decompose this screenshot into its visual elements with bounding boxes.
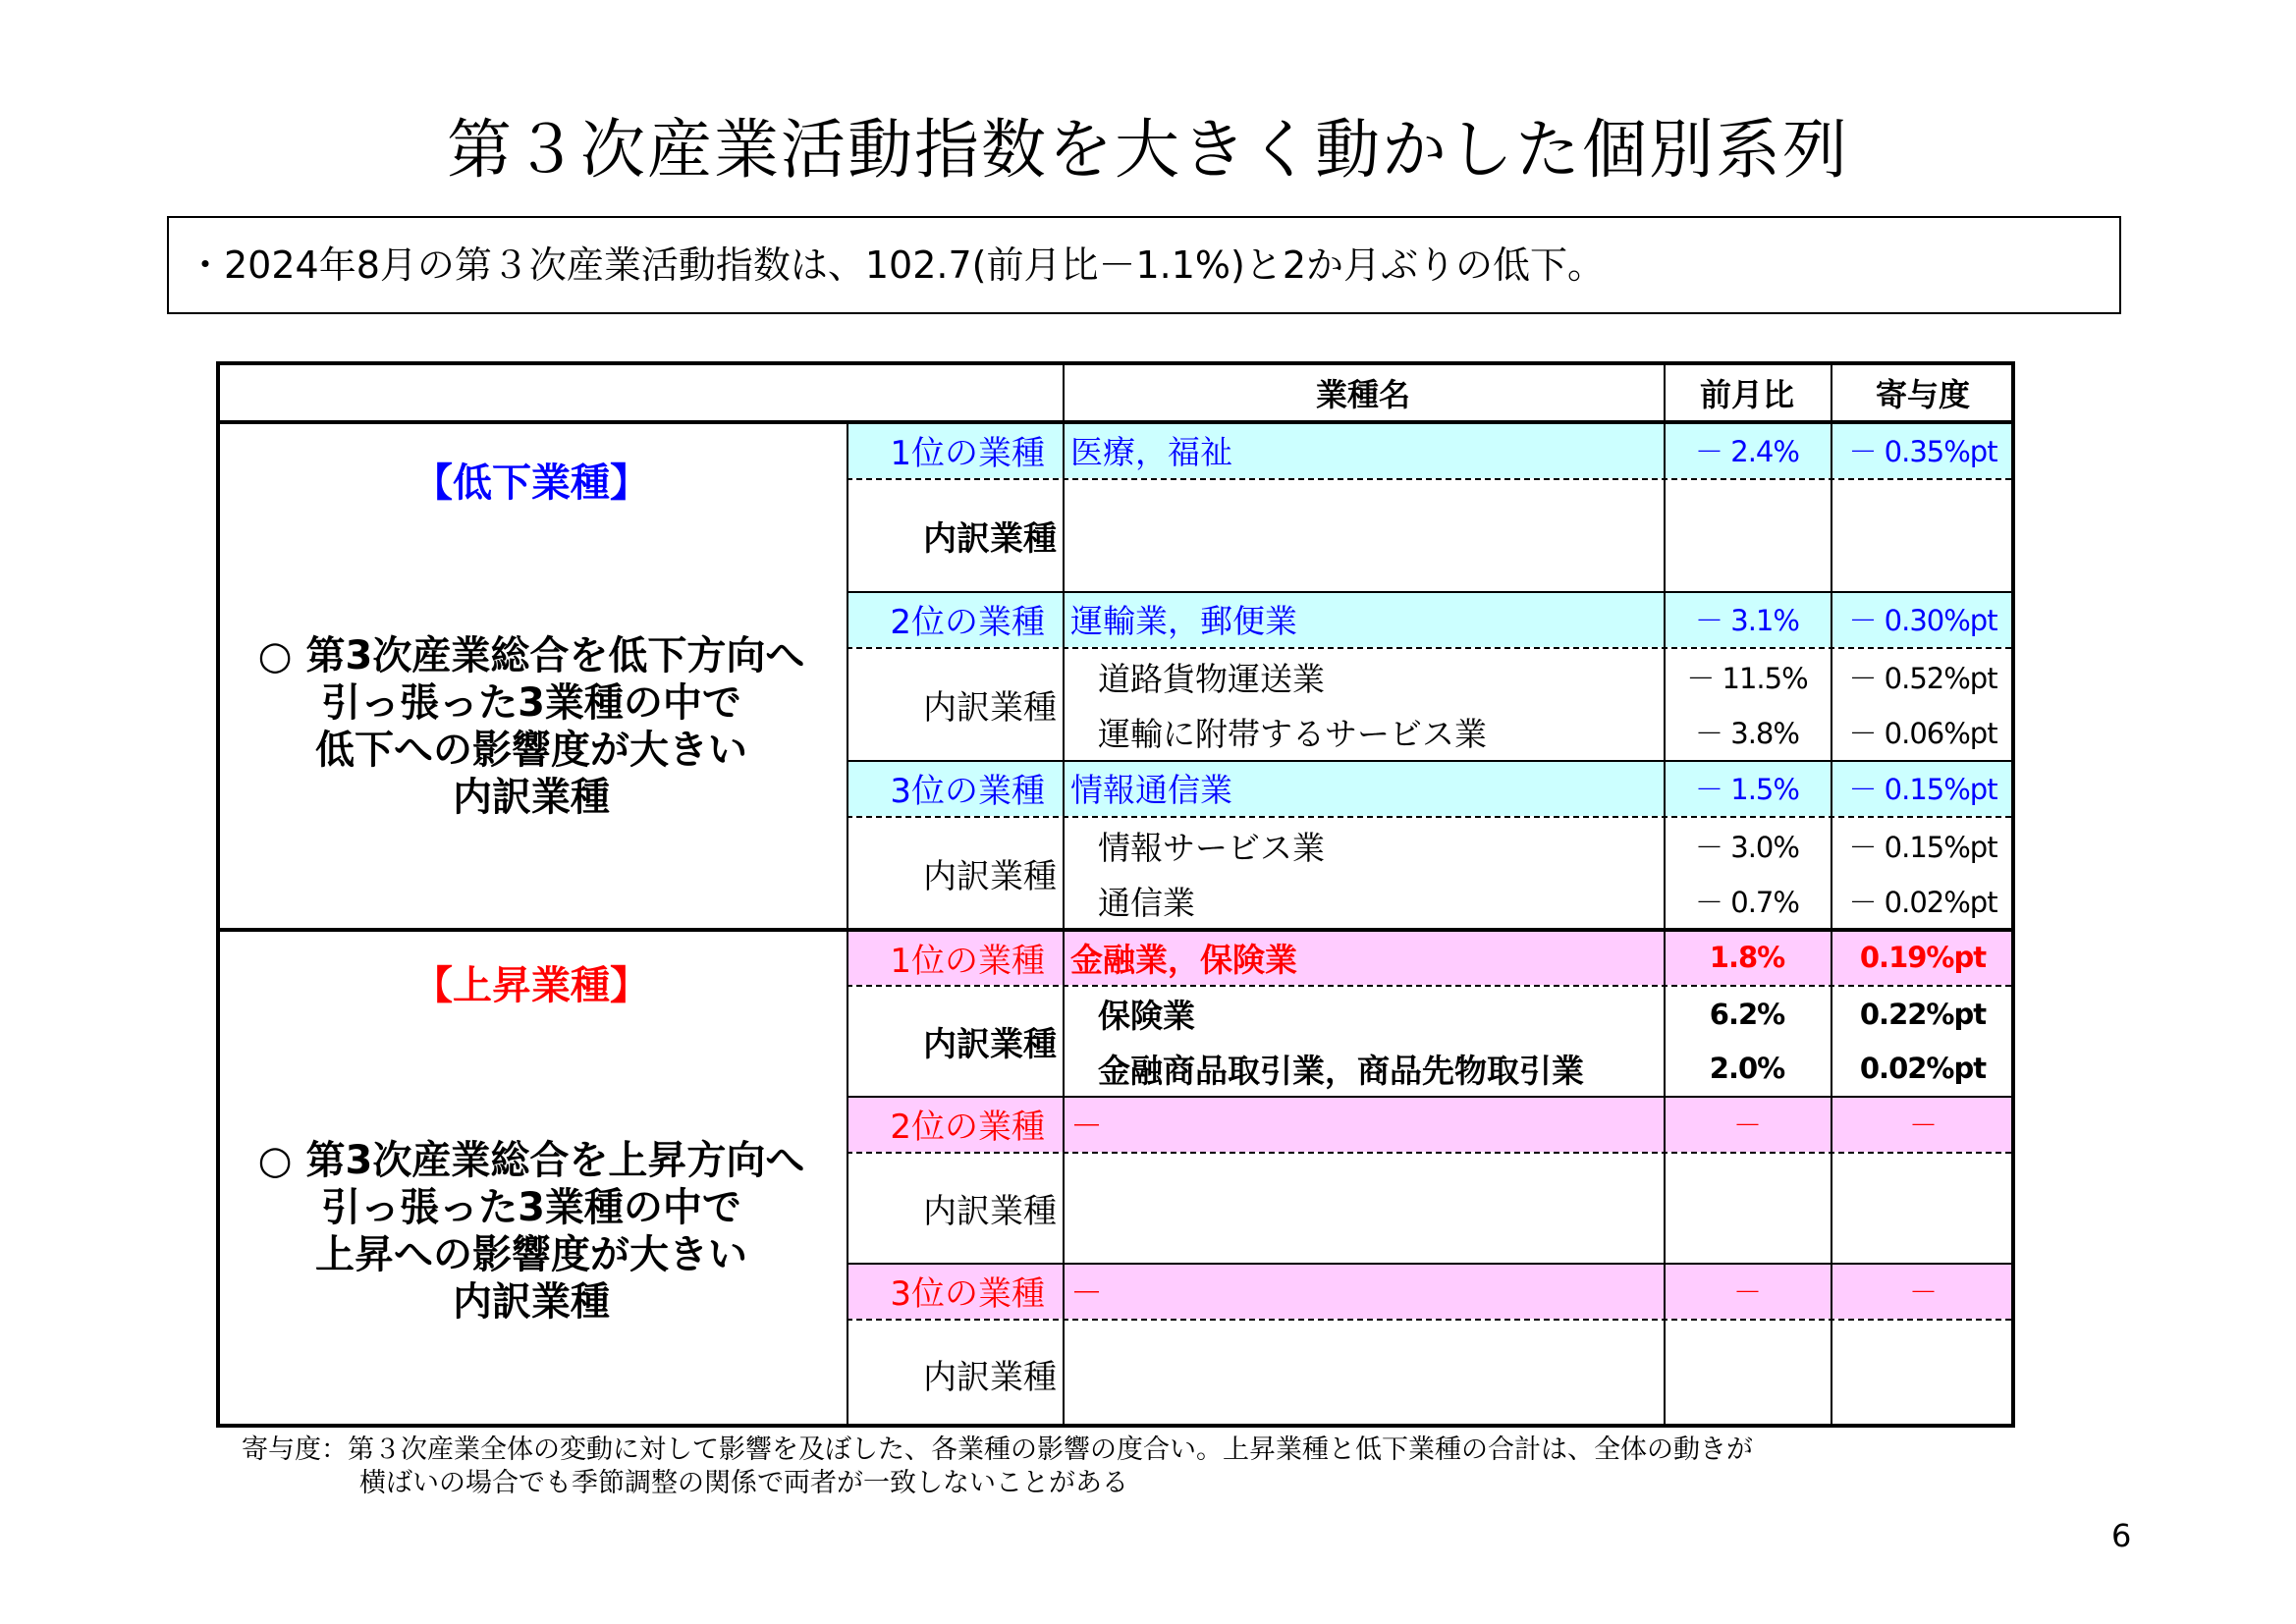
rise-desc-line: 引っ張った3業種の中で — [321, 1185, 741, 1230]
rise-rank1-sub1-name: 保険業 — [1098, 997, 1195, 1035]
header-mom: 前月比 — [1699, 376, 1794, 413]
rise-rank3-sub-label: 内訳業種 — [923, 1358, 1057, 1397]
rise-rank2-mom: － — [1732, 1109, 1761, 1142]
rise-desc-line: ○ 第3次産業総合を上昇方向へ — [257, 1138, 805, 1183]
decline-rank2-label: 2位の業種 — [890, 603, 1045, 642]
rise-group-title — [220, 954, 843, 1010]
decline-rank3-label: 3位の業種 — [890, 772, 1045, 811]
header-contribution: 寄与度 — [1875, 376, 1970, 413]
decline-group-desc — [220, 632, 843, 821]
footnote-line-2: 横ばいの場合でも季節調整の関係で両者が一致しないことがある — [359, 1468, 1128, 1498]
decline-desc-line: ○ 第3次産業総合を低下方向へ — [257, 633, 805, 678]
rise-rank1-sub2-contribution: 0.02%pt — [1859, 1052, 1987, 1085]
decline-rank2-sub-label: 内訳業種 — [923, 688, 1057, 728]
decline-rank2-sub1-mom: － 11.5% — [1686, 661, 1808, 695]
decline-rank2-sub1-name: 道路貨物運送業 — [1098, 659, 1325, 698]
rise-rank1-label: 1位の業種 — [890, 941, 1045, 981]
rise-rank2-label: 2位の業種 — [890, 1108, 1045, 1147]
decline-rank3-name: 情報通信業 — [1070, 771, 1232, 809]
rise-rank2-contribution: － — [1908, 1109, 1937, 1142]
rise-rank2-name: － — [1070, 1107, 1103, 1145]
page-title: 第３次産業活動指数を大きく動かした個別系列 — [447, 112, 1849, 188]
decline-rank3-sub2-name: 通信業 — [1098, 883, 1195, 922]
decline-group-title — [220, 452, 843, 508]
decline-group-title-text: 【低下業種】 — [413, 460, 649, 506]
decline-rank3-sub1-contribution: － 0.15%pt — [1848, 830, 1997, 864]
rise-rank2-sub-label: 内訳業種 — [923, 1192, 1057, 1231]
footnote-line-1: 寄与度：第３次産業全体の変動に対して影響を及ぼした、各業種の影響の度合い。上昇業種と低下業種の合計は、全体の動きが — [242, 1435, 1753, 1465]
decline-rank3-sub1-name: 情報サービス業 — [1098, 828, 1325, 867]
decline-rank2-sub2-mom: － 3.8% — [1695, 717, 1799, 750]
decline-rank1-label: 1位の業種 — [890, 434, 1045, 473]
rise-rank3-name: － — [1070, 1273, 1103, 1312]
page-number: 6 — [2111, 1517, 2132, 1554]
decline-rank2-name: 運輸業，郵便業 — [1070, 602, 1297, 640]
decline-rank2-sub2-name: 運輸に附帯するサービス業 — [1098, 715, 1487, 753]
rise-rank1-sub1-mom: 6.2% — [1709, 997, 1785, 1031]
decline-rank1-name: 医療，福祉 — [1070, 433, 1232, 471]
rise-desc-line: 内訳業種 — [453, 1279, 610, 1325]
rise-rank1-sub-label: 内訳業種 — [923, 1025, 1057, 1064]
decline-rank1-contribution: － 0.35%pt — [1848, 435, 1997, 468]
decline-rank3-sub2-contribution: － 0.02%pt — [1848, 885, 1997, 919]
decline-rank3-sub2-mom: － 0.7% — [1695, 885, 1799, 919]
decline-rank3-sub1-mom: － 3.0% — [1695, 830, 1799, 864]
decline-rank1-mom: － 2.4% — [1695, 435, 1799, 468]
rise-rank1-contribution: 0.19%pt — [1859, 941, 1987, 974]
decline-rank1-sub-label: 内訳業種 — [923, 519, 1057, 559]
decline-rank2-mom: － 3.1% — [1695, 604, 1799, 637]
summary-box — [167, 216, 2121, 314]
decline-rank3-mom: － 1.5% — [1695, 773, 1799, 806]
rise-desc-line: 上昇への影響度が大きい — [315, 1232, 747, 1277]
summary-text: ・2024年8月の第３次産業活動指数は、102.7(前月比－1.1%)と2か月ぶりの低下。 — [187, 244, 1606, 287]
rise-rank1-sub1-contribution: 0.22%pt — [1859, 997, 1987, 1031]
footnote — [242, 1434, 1753, 1500]
rise-rank1-sub2-name: 金融商品取引業，商品先物取引業 — [1098, 1051, 1584, 1090]
rise-rank1-name: 金融業，保険業 — [1070, 940, 1297, 979]
rise-group-title-text: 【上昇業種】 — [413, 963, 649, 1008]
rise-group-desc — [220, 1137, 843, 1326]
rise-rank1-sub2-mom: 2.0% — [1709, 1052, 1785, 1085]
decline-rank2-sub2-contribution: － 0.06%pt — [1848, 717, 1997, 750]
decline-desc-line: 内訳業種 — [453, 775, 610, 820]
decline-rank3-sub-label: 内訳業種 — [923, 856, 1057, 896]
rise-rank3-label: 3位の業種 — [890, 1274, 1045, 1314]
rise-rank3-mom: － — [1732, 1275, 1761, 1309]
decline-desc-line: 引っ張った3業種の中で — [321, 680, 741, 726]
decline-rank2-sub1-contribution: － 0.52%pt — [1848, 661, 1997, 695]
main-table — [216, 361, 2015, 1428]
decline-rank3-contribution: － 0.15%pt — [1848, 773, 1997, 806]
decline-desc-line: 低下への影響度が大きい — [315, 728, 747, 773]
rise-rank1-mom: 1.8% — [1709, 941, 1785, 974]
rise-rank3-contribution: － — [1908, 1275, 1937, 1309]
header-industry: 業種名 — [1315, 376, 1410, 413]
decline-rank2-contribution: － 0.30%pt — [1848, 604, 1997, 637]
